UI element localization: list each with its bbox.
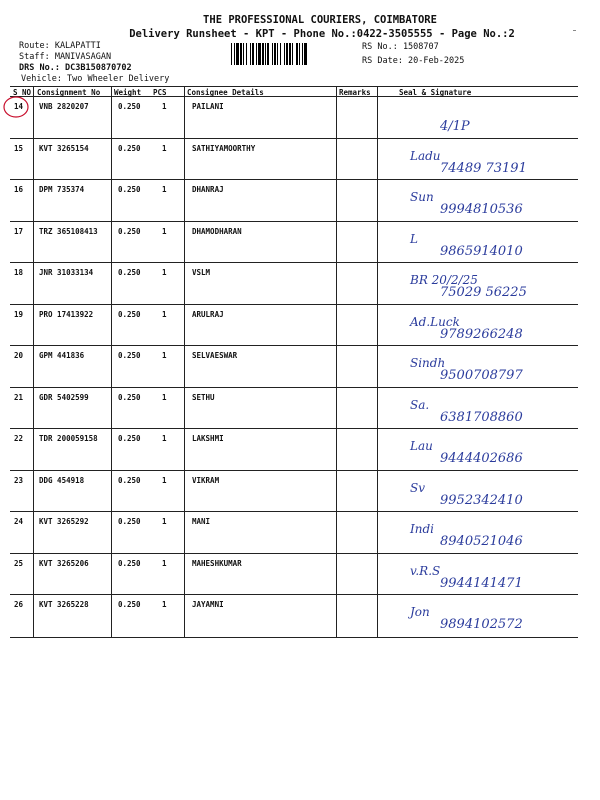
consignee-name: VIKRAM (192, 475, 220, 485)
consignee-name: VSLM (192, 268, 211, 277)
pcs-value: 1 (162, 434, 167, 443)
weight-value: 0.250 (118, 226, 141, 236)
barcode-bar (265, 43, 266, 65)
runsheet-table (10, 86, 578, 638)
handwritten-phone-number: 9994810536 (440, 202, 523, 217)
col-header-consignee: Consignee Details (187, 88, 264, 97)
handwritten-phone-number: 8940521046 (440, 534, 523, 549)
table-row (10, 471, 578, 512)
barcode-bar (234, 43, 235, 65)
signature-scrawl: Sv (410, 480, 425, 495)
consignee-name: DHANRAJ (192, 185, 224, 194)
barcode-bar (286, 43, 288, 65)
pcs-value: 1 (162, 351, 167, 360)
weight-value: 0.250 (118, 392, 141, 402)
row-separator (10, 179, 578, 180)
consignment-number: VNB 2820207 (39, 102, 89, 111)
table-row (10, 512, 578, 553)
consignment-number: KVT 3265206 (39, 558, 89, 568)
weight-value: 0.250 (118, 558, 141, 568)
handwritten-phone-number: 9500708797 (440, 368, 523, 383)
consignment-number: JNR 31033134 (39, 268, 94, 277)
table-row (10, 180, 578, 221)
col-header-seal: Seal & Signature (399, 88, 472, 97)
signature-scrawl: BR 20/2/25 (410, 273, 478, 287)
barcode-bar (240, 43, 242, 65)
row-sno: 21 (14, 392, 24, 402)
barcode-bar (246, 43, 247, 65)
pcs-value: 1 (162, 226, 167, 236)
consignee-name: PAILANI (192, 102, 224, 111)
signature-scrawl: Sun (410, 190, 434, 204)
signature-scrawl: Ad.Luck (410, 314, 460, 329)
weight-value: 0.250 (118, 185, 141, 194)
handwritten-phone-number: 4/1P (440, 119, 470, 134)
row-sno: 14 (14, 102, 24, 111)
row-sno: 20 (14, 351, 24, 360)
weight-value: 0.250 (118, 268, 141, 277)
row-separator (10, 470, 578, 471)
consignee-name: LAKSHMI (192, 434, 224, 443)
barcode-bar (256, 43, 257, 65)
barcode-bar (231, 43, 232, 65)
row-separator (10, 387, 578, 388)
row-sno: 22 (14, 434, 24, 443)
pcs-value: 1 (162, 600, 167, 609)
row-sno: 17 (14, 226, 24, 236)
row-separator (10, 345, 578, 346)
pcs-value: 1 (162, 517, 167, 526)
consignee-name: SELVAESWAR (192, 351, 238, 360)
weight-value: 0.250 (118, 517, 141, 526)
signature-scrawl: Sindh (410, 356, 446, 370)
handwritten-phone-number: 9894102572 (440, 617, 523, 632)
signature-scrawl: Sa. (410, 397, 430, 412)
row-separator (10, 511, 578, 512)
handwritten-phone-number: 74489 73191 (440, 160, 527, 176)
weight-value: 0.250 (118, 600, 141, 609)
row-sno: 24 (14, 517, 24, 526)
table-row (10, 305, 578, 346)
staff-label: Staff: MANIVASAGAN (19, 52, 112, 62)
row-separator (10, 138, 578, 139)
weight-value: 0.250 (118, 143, 141, 153)
row-sno: 26 (14, 600, 24, 609)
table-top-border (10, 86, 578, 87)
row-separator (10, 221, 578, 222)
barcode-bar (302, 43, 303, 65)
col-header-weight: Weight (114, 88, 142, 97)
weight-value: 0.250 (118, 434, 141, 443)
consignment-number: GDR 5402599 (39, 392, 89, 402)
table-row (10, 429, 578, 470)
rs-date: RS Date: 20-Feb-2025 (362, 56, 465, 66)
handwritten-phone-number: 9444402686 (440, 451, 523, 466)
route-label: Route: KALAPATTI (19, 41, 101, 51)
consignment-number: DDG 454918 (39, 475, 85, 485)
col-header-sno: S NO (13, 88, 32, 97)
consignee-name: MANI (192, 517, 211, 526)
handwritten-phone-number: 9944141471 (440, 575, 523, 591)
table-row (10, 222, 578, 263)
weight-value: 0.250 (118, 351, 141, 360)
row-separator (10, 428, 578, 429)
consignee-name: JAYAMNI (192, 600, 224, 609)
barcode-bar (243, 43, 244, 65)
col-header-consignment: Consignment No (37, 88, 101, 97)
pcs-value: 1 (162, 268, 167, 277)
consignment-number: GPM 441836 (39, 351, 85, 360)
barcode-bar (292, 43, 293, 65)
weight-value: 0.250 (118, 309, 141, 319)
col-header-pcs: PCS (153, 88, 167, 97)
barcode-bar (304, 43, 307, 65)
signature-scrawl: Lau (410, 439, 433, 453)
consignee-name: SATHIYAMOORTHY (192, 143, 256, 153)
row-sno: 16 (14, 185, 24, 194)
company-title: THE PROFESSIONAL COURIERS, COIMBATORE (203, 14, 437, 26)
consignment-number: KVT 3265292 (39, 517, 89, 526)
signature-scrawl: Jon (410, 605, 430, 619)
row-separator (10, 262, 578, 263)
vehicle-label: Vehicle: Two Wheeler Delivery (21, 74, 170, 84)
runsheet-subtitle: Delivery Runsheet - KPT - Phone No.:0422-3505555 - Page No.:2 (129, 28, 515, 40)
consignment-number: DPM 735374 (39, 185, 85, 194)
barcode-bar (274, 43, 276, 65)
table-row (10, 388, 578, 429)
handwritten-phone-number: 9789266248 (440, 326, 523, 342)
row-sno: 15 (14, 143, 24, 153)
barcode-bar (250, 43, 251, 65)
col-header-remarks: Remarks (339, 88, 371, 97)
consignment-number: TDR 200059158 (39, 434, 98, 443)
drs-number: DRS No.: DC3B150870702 (19, 63, 132, 73)
signature-scrawl: Indi (410, 522, 434, 536)
barcode-bar (299, 43, 300, 65)
handwritten-phone-number: 9952342410 (440, 492, 523, 508)
barcode-bar (277, 43, 278, 65)
pcs-value: 1 (162, 143, 167, 153)
consignee-name: SETHU (192, 392, 215, 402)
signature-scrawl: v.R.S (410, 563, 441, 578)
table-row (10, 595, 578, 636)
consignment-number: KVT 3265228 (39, 600, 89, 609)
consignment-number: KVT 3265154 (39, 143, 89, 153)
row-circle-mark (2, 94, 32, 120)
pcs-value: 1 (162, 102, 167, 111)
weight-value: 0.250 (118, 475, 141, 485)
row-separator (10, 553, 578, 554)
signature-scrawl: L (410, 231, 418, 246)
consignment-number: PRO 17413922 (39, 309, 94, 319)
pcs-value: 1 (162, 558, 167, 568)
row-sno: 18 (14, 268, 24, 277)
barcode-bar (280, 43, 281, 65)
signature-scrawl: Ladu (410, 148, 441, 163)
barcode-bar (284, 43, 285, 65)
barcode-bar (262, 43, 264, 65)
rs-number: RS No.: 1508707 (362, 42, 439, 52)
barcode-bar (252, 43, 254, 65)
table-bottom-border (10, 637, 578, 638)
barcode-bar (236, 43, 239, 65)
table-row (10, 139, 578, 180)
pcs-value: 1 (162, 185, 167, 194)
weight-value: 0.250 (118, 102, 141, 111)
pcs-value: 1 (162, 392, 167, 402)
pcs-value: 1 (162, 475, 167, 485)
consignee-name: DHAMODHARAN (192, 226, 242, 236)
pcs-value: 1 (162, 309, 167, 319)
barcode-bar (289, 43, 291, 65)
table-row (10, 554, 578, 595)
row-separator (10, 594, 578, 595)
handwritten-phone-number: 6381708860 (440, 409, 523, 425)
handwritten-phone-number: 9865914010 (440, 243, 523, 259)
table-row (10, 346, 578, 387)
barcode-bar (258, 43, 261, 65)
barcode-bar (296, 43, 298, 65)
row-sno: 19 (14, 309, 24, 319)
barcode-bar (267, 43, 269, 65)
handwritten-phone-number: 75029 56225 (440, 285, 527, 300)
table-row (10, 263, 578, 304)
row-sno: 23 (14, 475, 24, 485)
consignee-name: ARULRAJ (192, 309, 224, 319)
scan-speck (573, 30, 576, 31)
row-separator (10, 304, 578, 305)
row-sno: 25 (14, 558, 24, 568)
table-row (10, 97, 578, 138)
barcode-bar (272, 43, 273, 65)
barcode (231, 43, 344, 65)
consignee-name: MAHESHKUMAR (192, 558, 242, 568)
consignment-number: TRZ 365108413 (39, 226, 98, 236)
